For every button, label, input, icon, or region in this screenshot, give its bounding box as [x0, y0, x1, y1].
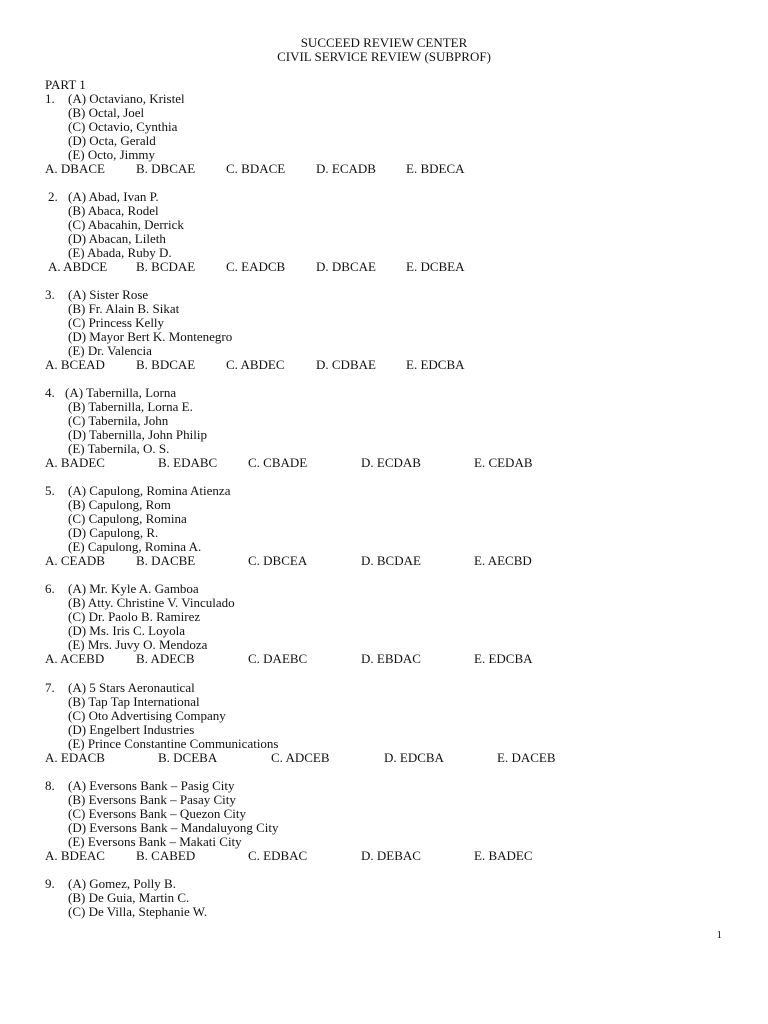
answer-d: D. DBCAE — [316, 259, 376, 274]
answer-choices — [0, 751, 768, 765]
question-number: 2. — [48, 189, 58, 204]
option-a: (A) 5 Stars Aeronautical — [68, 680, 195, 695]
question-number: 6. — [45, 581, 55, 596]
question-number: 8. — [45, 778, 55, 793]
question-9 — [0, 877, 768, 919]
answer-choices — [0, 456, 768, 470]
option-d: (D) Engelbert Industries — [68, 722, 195, 737]
option-b: (B) Abaca, Rodel — [68, 203, 159, 218]
answer-choices — [0, 358, 768, 372]
question-4 — [0, 386, 768, 470]
answer-c: C. ABDEC — [226, 357, 285, 372]
answer-d: D. ECDAB — [361, 455, 421, 470]
option-a: (A) Abad, Ivan P. — [68, 189, 159, 204]
answer-d: D. BCDAE — [361, 553, 421, 568]
option-d: (D) Capulong, R. — [68, 525, 159, 540]
answer-c: C. BDACE — [226, 161, 286, 176]
answer-choices — [0, 652, 768, 666]
option-b: (B) Octal, Joel — [68, 105, 145, 120]
question-number: 7. — [45, 680, 55, 695]
option-c: (C) Abacahin, Derrick — [68, 217, 184, 232]
question-5 — [0, 484, 768, 568]
answer-b: B. BDCAE — [136, 357, 196, 372]
option-a: (A) Sister Rose — [68, 287, 149, 302]
header-review-title: CIVIL SERVICE REVIEW (SUBPROF) — [277, 49, 491, 64]
answer-a: A. CEADB — [45, 553, 105, 568]
question-3 — [0, 288, 768, 372]
answer-e: E. DACEB — [497, 750, 556, 765]
option-a: (A) Gomez, Polly B. — [68, 876, 176, 891]
answer-c: C. CBADE — [248, 455, 308, 470]
answer-d: D. CDBAE — [316, 357, 376, 372]
option-e: (E) Capulong, Romina A. — [68, 539, 202, 554]
question-6 — [0, 582, 768, 666]
option-c: (C) Tabernila, John — [68, 413, 169, 428]
option-e: (E) Prince Constantine Communications — [68, 736, 279, 751]
answer-e: E. BDECA — [406, 161, 465, 176]
option-a: (A) Eversons Bank – Pasig City — [68, 778, 235, 793]
question-7 — [0, 681, 768, 765]
answer-choices — [0, 260, 768, 274]
answer-b: B. DCEBA — [158, 750, 218, 765]
question-number: 1. — [45, 91, 55, 106]
header-center-name: SUCCEED REVIEW CENTER — [300, 35, 468, 50]
option-d: (D) Abacan, Lileth — [68, 231, 166, 246]
option-e: (E) Eversons Bank – Makati City — [68, 834, 242, 849]
answer-choices — [0, 554, 768, 568]
option-a: (A) Tabernilla, Lorna — [65, 385, 177, 400]
option-b: (B) Eversons Bank – Pasay City — [68, 792, 236, 807]
option-b: (B) De Guia, Martin C. — [68, 890, 190, 905]
answer-c: C. EDBAC — [248, 848, 308, 863]
answer-e: E. EDCBA — [474, 651, 533, 666]
question-number: 5. — [45, 483, 55, 498]
answer-d: D. DEBAC — [361, 848, 421, 863]
answer-e: E. DCBEA — [406, 259, 465, 274]
page-number: 1 — [716, 929, 722, 941]
answer-b: B. CABED — [136, 848, 196, 863]
answer-c: C. DAEBC — [248, 651, 308, 666]
answer-b: B. DACBE — [136, 553, 196, 568]
question-number: 3. — [45, 287, 55, 302]
option-d: (D) Tabernilla, John Philip — [68, 427, 207, 442]
document-header — [0, 36, 768, 64]
answer-b: B. DBCAE — [136, 161, 196, 176]
answer-a: A. ACEBD — [45, 651, 105, 666]
option-e: (E) Tabernila, O. S. — [68, 441, 170, 456]
option-b: (B) Tap Tap International — [68, 694, 200, 709]
answer-a: A. BCEAD — [45, 357, 105, 372]
option-b: (B) Capulong, Rom — [68, 497, 171, 512]
answer-d: D. EDCBA — [384, 750, 444, 765]
answer-a: A. EDACB — [45, 750, 105, 765]
part-title: PART 1 — [45, 77, 86, 92]
answer-c: C. DBCEA — [248, 553, 308, 568]
question-number: 9. — [45, 876, 55, 891]
answer-choices — [0, 162, 768, 176]
answer-e: E. AECBD — [474, 553, 532, 568]
question-1 — [0, 92, 768, 176]
answer-d: D. EBDAC — [361, 651, 421, 666]
question-8 — [0, 779, 768, 863]
question-number: 4. — [45, 385, 55, 400]
answer-b: B. BCDAE — [136, 259, 196, 274]
answer-d: D. ECADB — [316, 161, 376, 176]
answer-c: C. ADCEB — [271, 750, 330, 765]
answer-b: B. EDABC — [158, 455, 218, 470]
answer-e: E. CEDAB — [474, 455, 533, 470]
option-b: (B) Tabernilla, Lorna E. — [68, 399, 193, 414]
answer-a: A. BADEC — [45, 455, 105, 470]
option-d: (D) Mayor Bert K. Montenegro — [68, 329, 233, 344]
option-b: (B) Fr. Alain B. Sikat — [68, 301, 180, 316]
option-a: (A) Octaviano, Kristel — [68, 91, 185, 106]
option-d: (D) Eversons Bank – Mandaluyong City — [68, 820, 279, 835]
option-a: (A) Capulong, Romina Atienza — [68, 483, 231, 498]
option-d: (D) Octa, Gerald — [68, 133, 156, 148]
answer-a: A. DBACE — [45, 161, 105, 176]
option-c: (C) Capulong, Romina — [68, 511, 187, 526]
option-c: (C) Dr. Paolo B. Ramirez — [68, 609, 201, 624]
answer-a: A. ABDCE — [48, 259, 108, 274]
answer-b: B. ADECB — [136, 651, 195, 666]
option-c: (C) Oto Advertising Company — [68, 708, 226, 723]
option-c: (C) Princess Kelly — [68, 315, 165, 330]
option-e: (E) Abada, Ruby D. — [68, 245, 172, 260]
answer-a: A. BDEAC — [45, 848, 105, 863]
option-e: (E) Octo, Jimmy — [68, 147, 156, 162]
answer-choices — [0, 849, 768, 863]
answer-c: C. EADCB — [226, 259, 286, 274]
question-2 — [0, 190, 768, 274]
option-b: (B) Atty. Christine V. Vinculado — [68, 595, 235, 610]
option-c: (C) Eversons Bank – Quezon City — [68, 806, 247, 821]
option-c: (C) De Villa, Stephanie W. — [68, 904, 208, 919]
option-d: (D) Ms. Iris C. Loyola — [68, 623, 185, 638]
option-e: (E) Dr. Valencia — [68, 343, 152, 358]
option-a: (A) Mr. Kyle A. Gamboa — [68, 581, 199, 596]
answer-e: E. BADEC — [474, 848, 533, 863]
option-c: (C) Octavio, Cynthia — [68, 119, 178, 134]
option-e: (E) Mrs. Juvy O. Mendoza — [68, 637, 208, 652]
answer-e: E. EDCBA — [406, 357, 465, 372]
